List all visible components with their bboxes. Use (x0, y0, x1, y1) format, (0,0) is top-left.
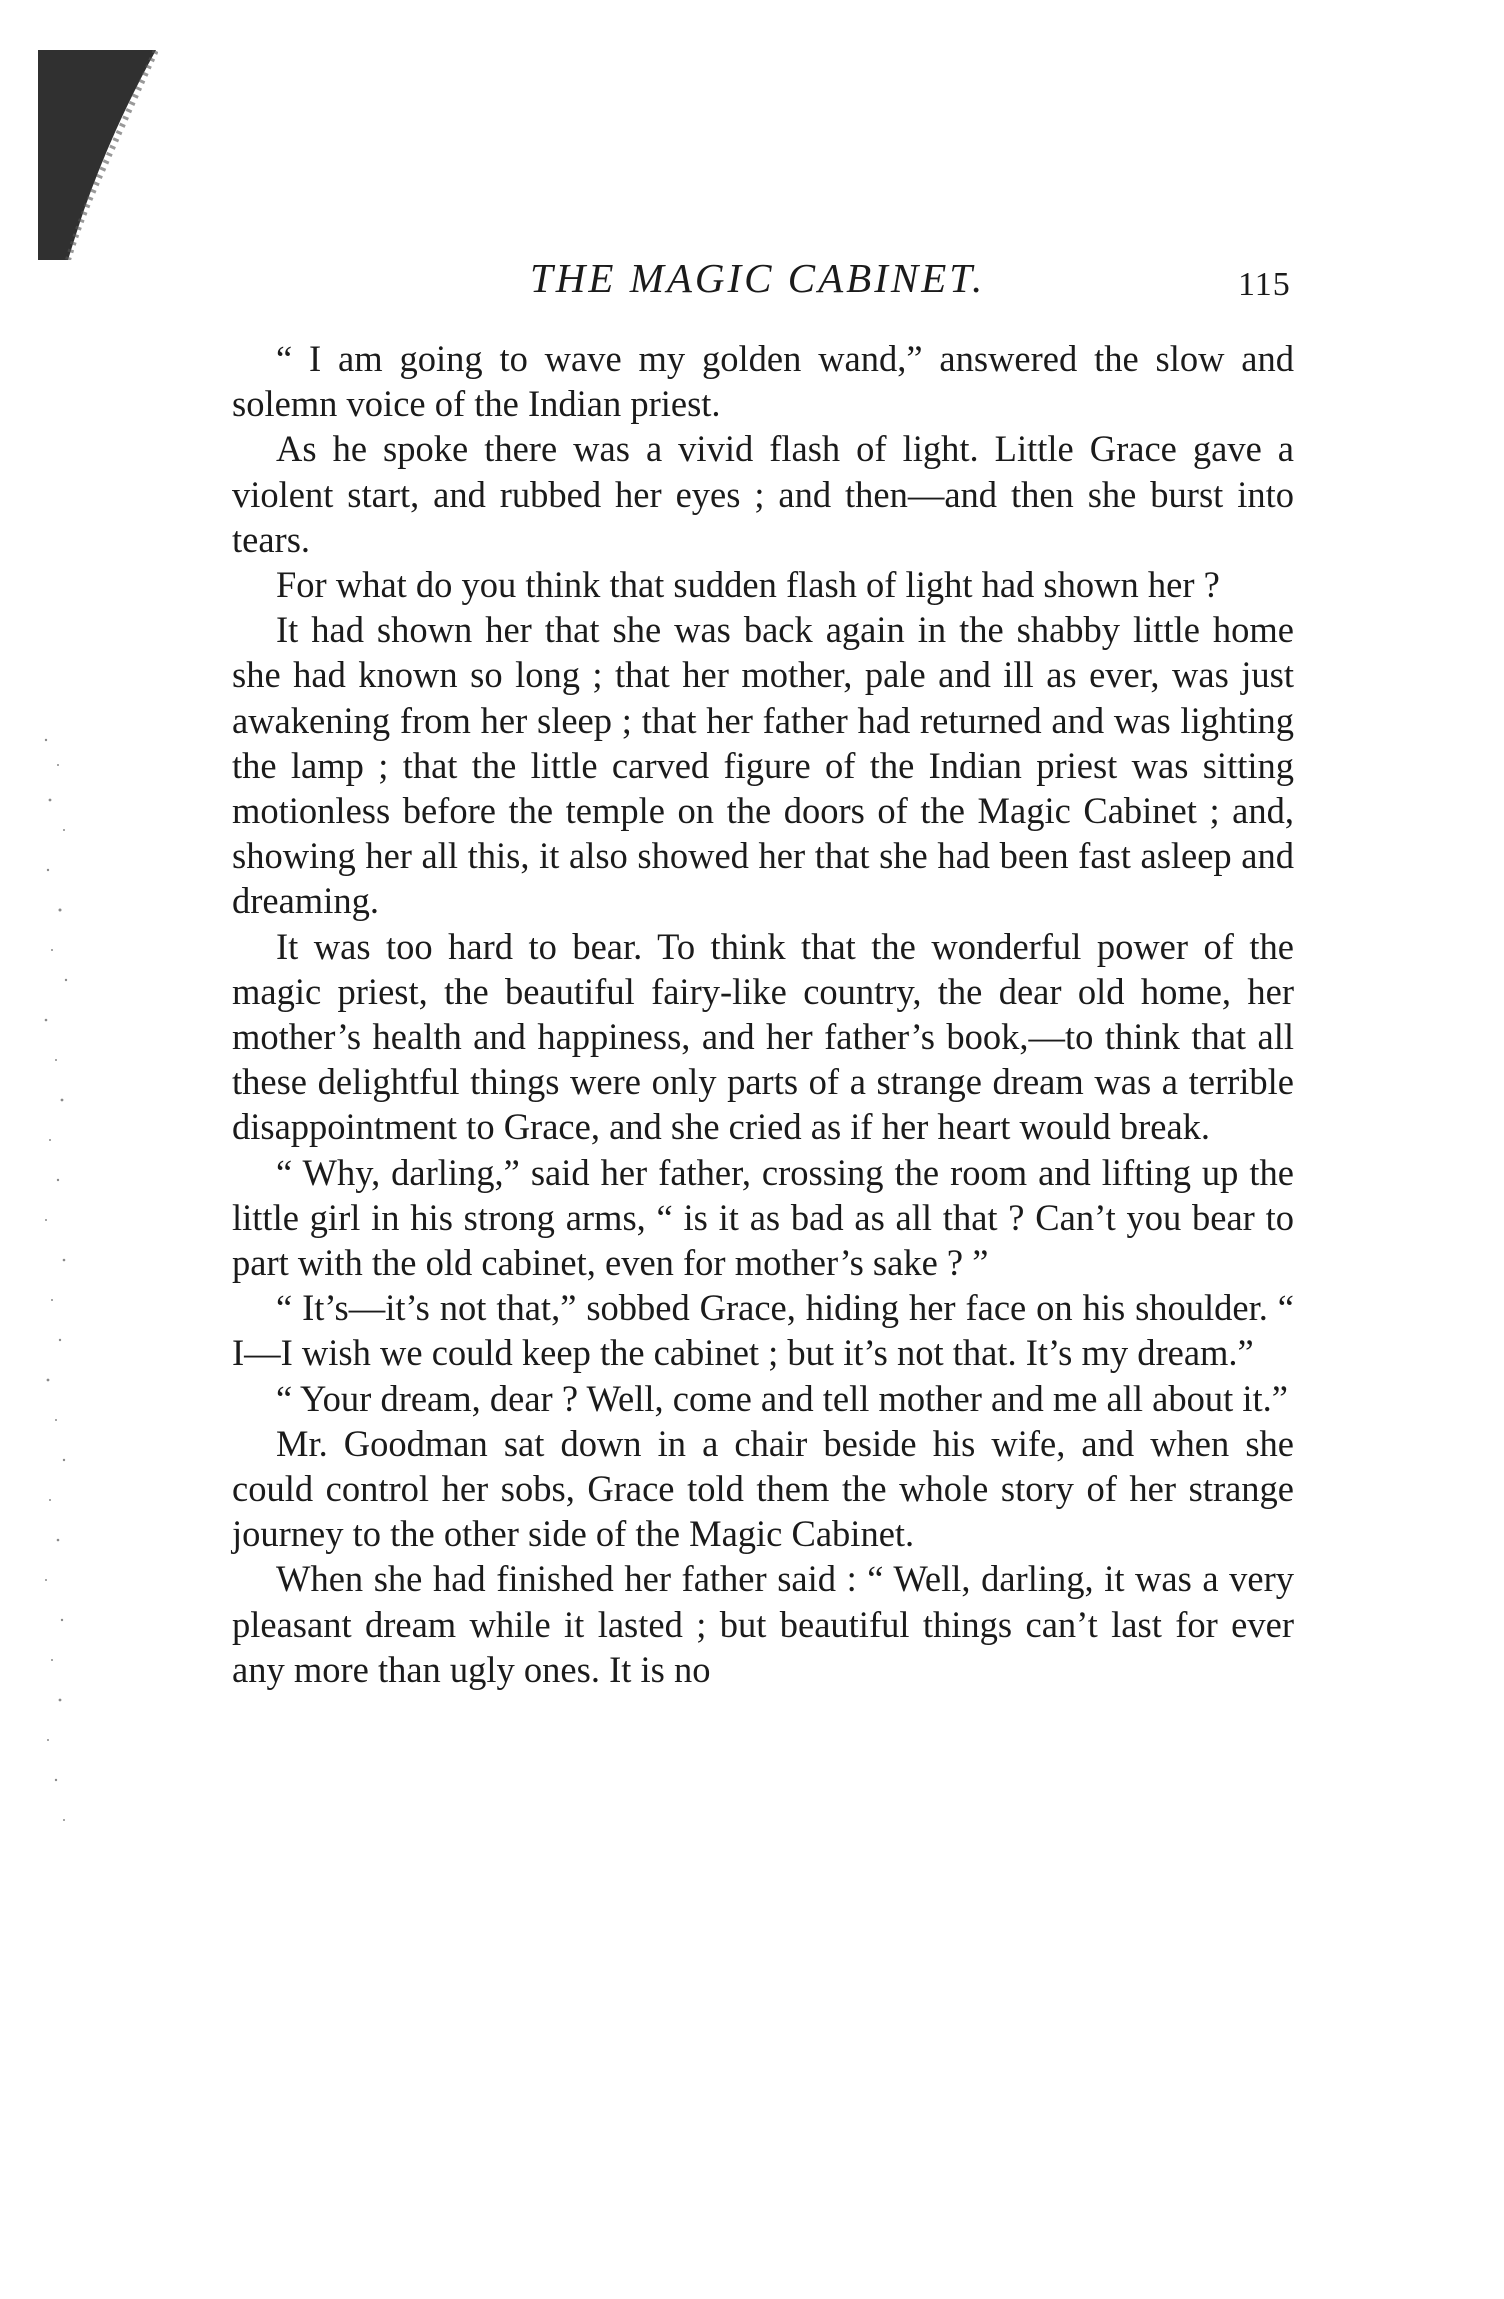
paragraph: “ Why, darling,” said her father, crossing the room and lifting up the little girl in his strong arms, “ is it as bad as all that ? Can’t you bear to part with the old cabinet, even for mother’s sake ? ” (232, 1151, 1294, 1284)
page-corner-shadow (38, 50, 158, 260)
paragraph: It had shown her that she was back again in the shabby little home she had known so long ; that her mother, pale and ill as ever, was just awakening from her sleep ; that her father had returned and was lighting the lamp ; that the little carved figure of the Indian priest was sitting motionless before the temple on the doors of the Magic Cabinet ; and, showing her all this, it also showed her that she had been fast asleep and dreaming. (232, 609, 1294, 922)
paragraph: “ It’s—it’s not that,” sobbed Grace, hiding her face on his shoulder. “ I—I wish we could keep the cabinet ; but it’s not that. It’s my dream.” (232, 1287, 1294, 1374)
paragraph: When she had finished her father said : “ Well, darling, it was a very pleasant dream while it lasted ; but beautiful things can’t last for ever any more than ugly ones. It is no (232, 1558, 1294, 1690)
paragraph: Mr. Goodman sat down in a chair beside his wife, and when she could control her sobs, Grace told them the whole story of her strange journey to the other side of the Magic Cabinet. (232, 1422, 1294, 1555)
page-body (232, 336, 1294, 1692)
paragraph: “ Your dream, dear ? Well, come and tell mother and me all about it.” (276, 1377, 1288, 1419)
binding-edge-speckles (40, 720, 72, 1850)
paragraph: It was too hard to bear. To think that the wonderful power of the magic priest, the beautiful fairy-like country, the dear old home, her mother’s health and happiness, and her father’s book,—to think that all these delightful things were only parts of a strange dream was a terrible disappointment to Grace, and she cried as if her heart would break. (232, 925, 1294, 1148)
paragraph: As he spoke there was a vivid flash of light. Little Grace gave a violent start, and rubbed her eyes ; and then—and then she burst into tears. (232, 428, 1294, 560)
paragraph: For what do you think that sudden flash of light had shown her ? (276, 564, 1220, 606)
page-number: 115 (1238, 266, 1291, 303)
paragraph: “ I am going to wave my golden wand,” answered the slow and solemn voice of the Indian priest. (232, 338, 1294, 425)
running-head-title: THE MAGIC CABINET. (530, 255, 986, 301)
